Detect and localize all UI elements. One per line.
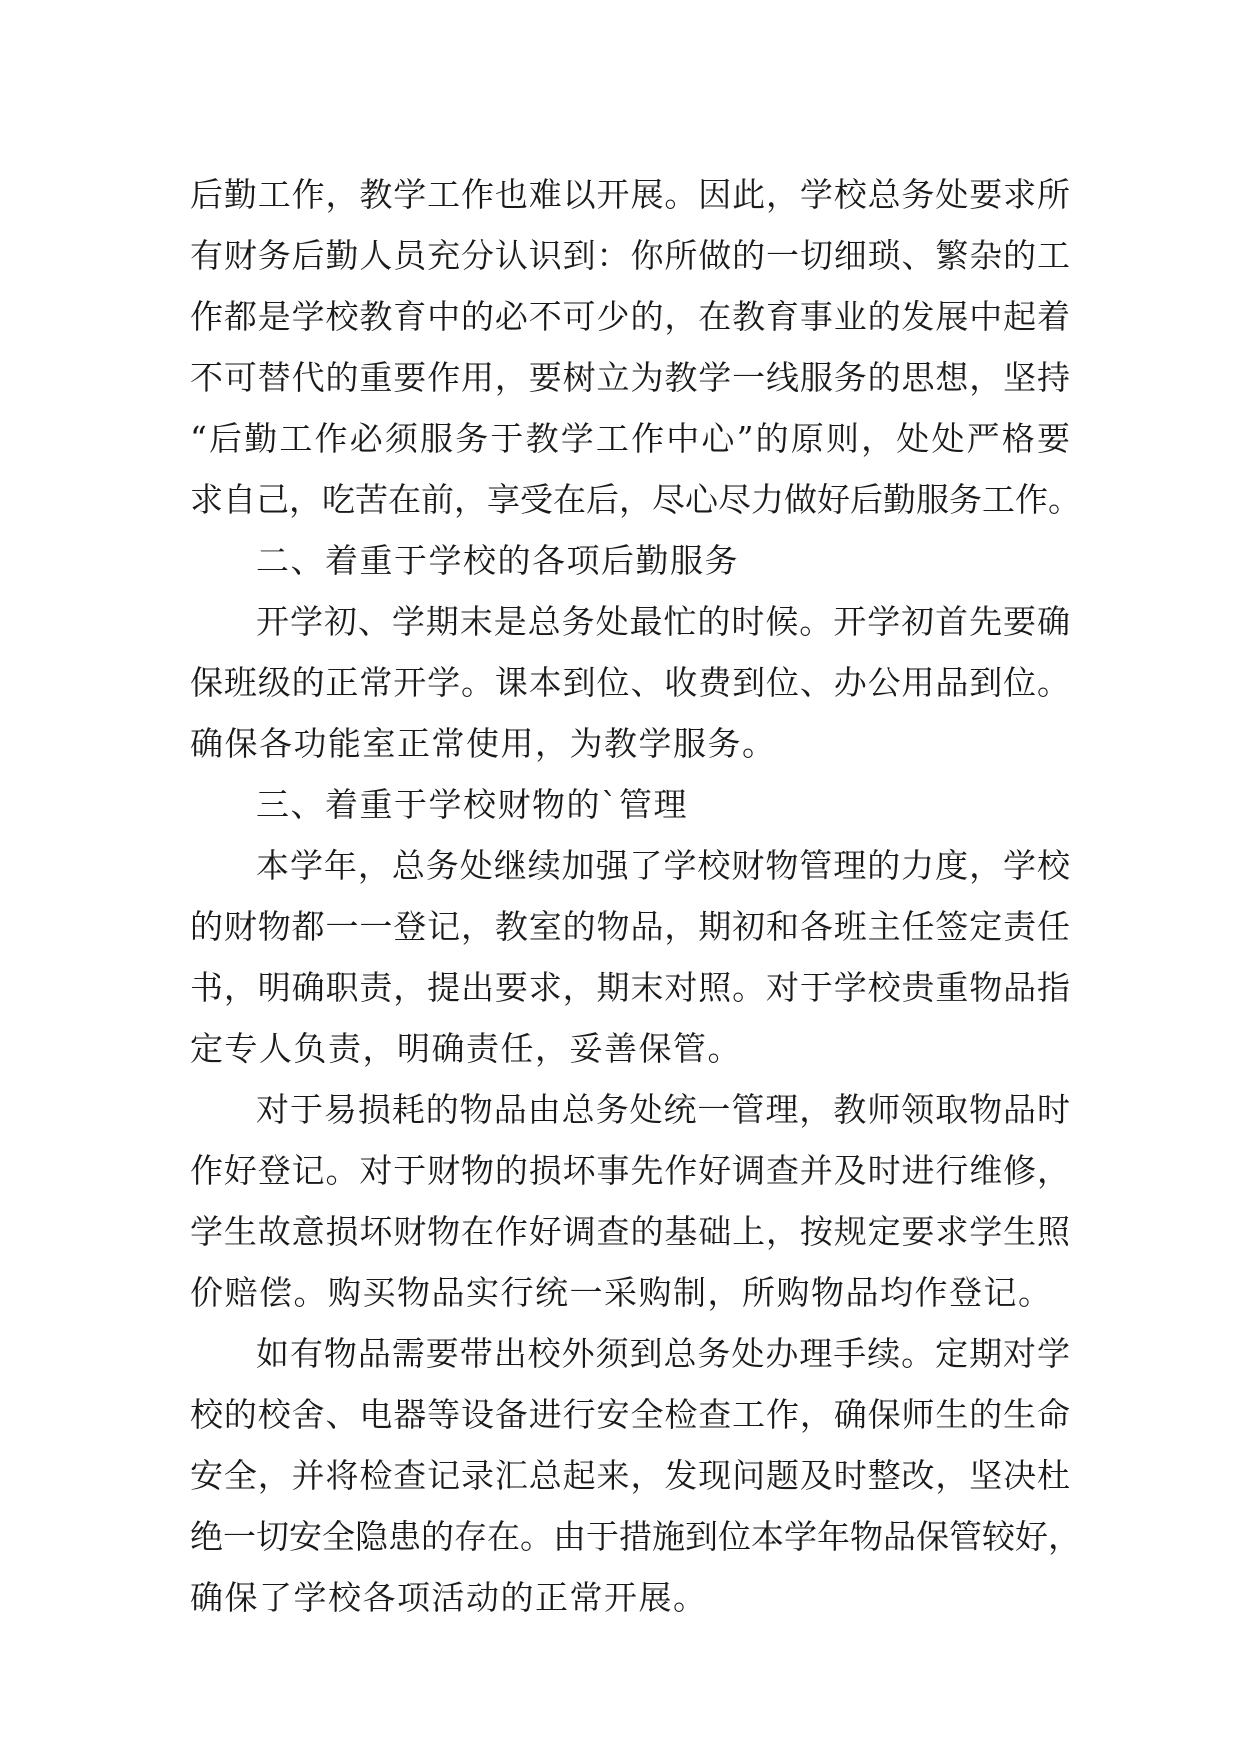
paragraph-first-line: 对于易损耗的物品由总务处统一管理，教师领取物品时 [256,1090,1070,1129]
document-body [190,164,1081,1628]
text-line: 求自己，吃苦在前，享受在后，尽心尽力做好后勤服务工作。 [190,480,1081,519]
paragraph-first-line: 本学年，总务处继续加强了学校财物管理的力度，学校 [256,846,1070,885]
text-line: 作都是学校教育中的必不可少的，在教育事业的发展中起着 [190,297,1070,336]
text-line: 保班级的正常开学。课本到位、收费到位、办公用品到位。 [190,663,1070,702]
text-line: 学生故意损坏财物在作好调查的基础上，按规定要求学生照 [190,1212,1070,1251]
text-line: 确保各功能室正常使用，为教学服务。 [190,724,777,763]
paragraph-first-line: 如有物品需要带出校外须到总务处办理手续。定期对学 [256,1334,1070,1373]
text-line: “后勤工作必须服务于教学工作中心”的原则，处处严格要 [190,419,1070,458]
text-line: 安全，并将检查记录汇总起来，发现问题及时整改，坚决杜 [190,1456,1070,1495]
text-line: 有财务后勤人员充分认识到：你所做的一切细琐、繁杂的工 [190,236,1070,275]
text-line: 绝一切安全隐患的存在。由于措施到位本学年物品保管较好， [190,1517,1081,1556]
text-line: 的财物都一一登记，教室的物品，期初和各班主任签定责任 [190,907,1070,946]
section-heading: 二、着重于学校的各项后勤服务 [256,541,739,580]
text-line: 价赔偿。购买物品实行统一采购制，所购物品均作登记。 [190,1273,1053,1312]
paragraph-first-line: 开学初、学期末是总务处最忙的时候。开学初首先要确 [256,602,1070,641]
text-line: 定专人负责，明确责任，妥善保管。 [190,1029,742,1068]
text-line: 确保了学校各项活动的正常开展。 [190,1578,708,1617]
text-line: 后勤工作，教学工作也难以开展。因此，学校总务处要求所 [190,175,1070,214]
text-line: 不可替代的重要作用，要树立为教学一线服务的思想，坚持 [190,358,1070,397]
text-line: 校的校舍、电器等设备进行安全检查工作，确保师生的生命 [190,1395,1070,1434]
section-heading: 三、着重于学校财物的`管理 [256,785,688,824]
text-line: 作好登记。对于财物的损坏事先作好调查并及时进行维修， [190,1151,1070,1190]
text-line: 书，明确职责，提出要求，期末对照。对于学校贵重物品指 [190,968,1070,1007]
